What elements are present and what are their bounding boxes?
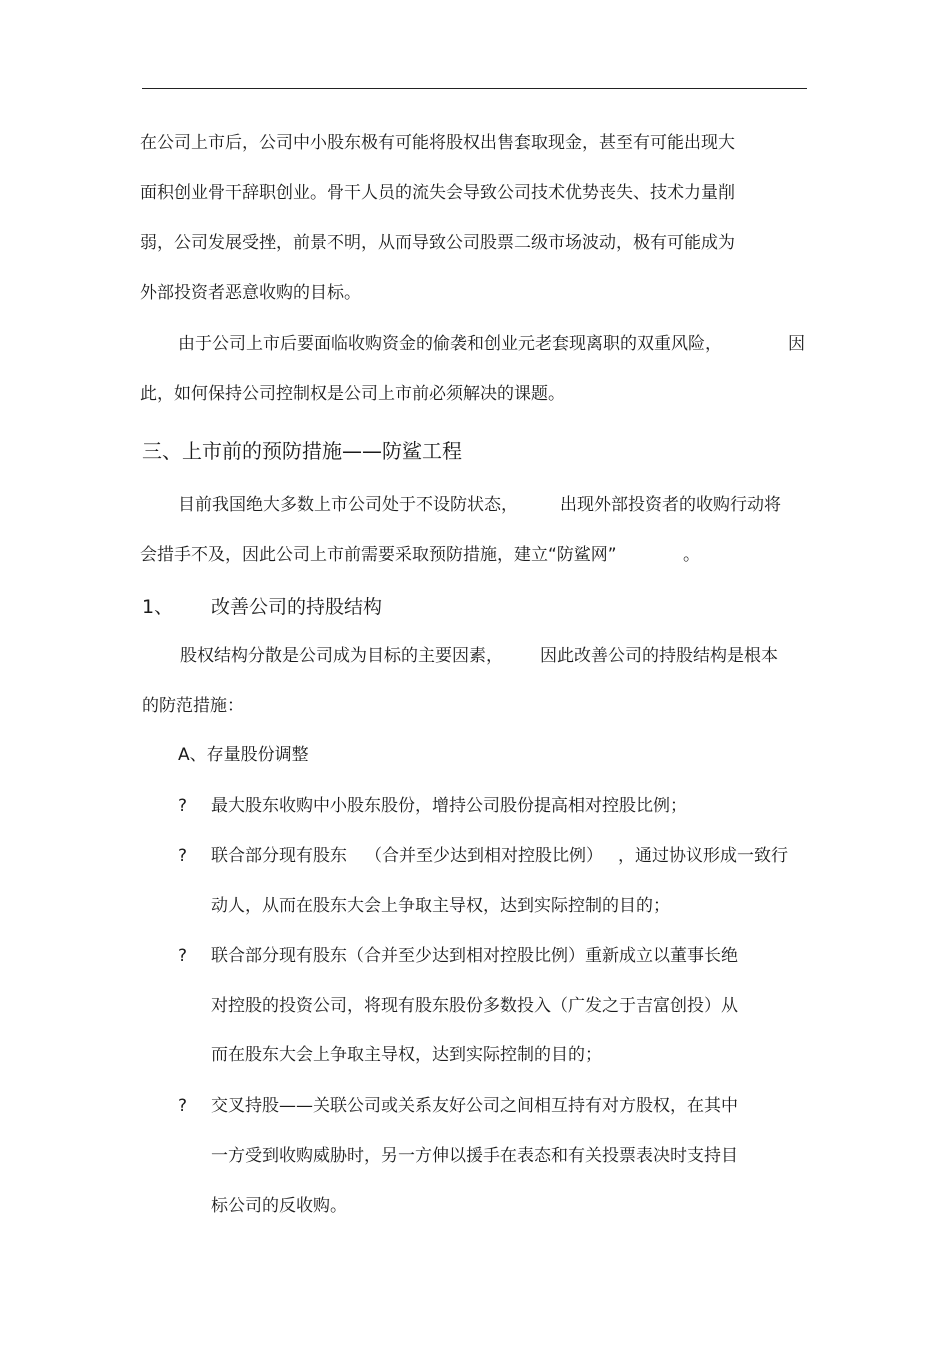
bullet-3-line-1: 联合部分现有股东（合并至少达到相对控股比例）重新成立以董事长绝 bbox=[211, 946, 738, 966]
paragraph-2-line-1b: 因 bbox=[788, 334, 805, 354]
paragraph-2-line-1a: 由于公司上市后要面临收购资金的偷袭和创业元老套现离职的双重风险， bbox=[178, 334, 722, 354]
paragraph-1-line-3: 弱，公司发展受挫，前景不明，从而导致公司股票二级市场波动，极有可能成为 bbox=[140, 233, 735, 253]
subheading-1-number: 1、 bbox=[142, 596, 174, 618]
subheading-a: A、存量股份调整 bbox=[178, 745, 309, 765]
subheading-1-title: 改善公司的持股结构 bbox=[211, 596, 383, 618]
paragraph-4-line-1a: 股权结构分散是公司成为目标的主要因素， bbox=[180, 646, 503, 666]
paragraph-3-line-2b: 。 bbox=[683, 545, 700, 565]
paragraph-4-line-1b: 因此改善公司的持股结构是根本 bbox=[540, 646, 778, 666]
bullet-4-line-3: 标公司的反收购。 bbox=[211, 1196, 347, 1216]
header-rule bbox=[142, 88, 807, 89]
paragraph-1-line-2: 面积创业骨干辞职创业。骨干人员的流失会导致公司技术优势丧失、技术力量削 bbox=[140, 183, 735, 203]
bullet-1-line-1: 最大股东收购中小股东股份，增持公司股份提高相对控股比例； bbox=[211, 796, 687, 816]
bullet-2-line-1b: （合并至少达到相对控股比例） bbox=[365, 846, 603, 866]
section-3-heading: 三、上市前的预防措施——防鲨工程 bbox=[142, 439, 462, 463]
paragraph-1-line-4: 外部投资者恶意收购的目标。 bbox=[140, 283, 361, 303]
paragraph-1-line-1: 在公司上市后，公司中小股东极有可能将股权出售套取现金，甚至有可能出现大 bbox=[140, 133, 735, 153]
paragraph-2-line-2: 此，如何保持公司控制权是公司上市前必须解决的课题。 bbox=[140, 384, 565, 404]
bullet-marker: ? bbox=[178, 846, 188, 866]
bullet-3-line-3: 而在股东大会上争取主导权，达到实际控制的目的； bbox=[211, 1045, 602, 1065]
bullet-4-line-1: 交叉持股——关联公司或关系友好公司之间相互持有对方股权，在其中 bbox=[211, 1096, 738, 1116]
bullet-2-line-2: 动人，从而在股东大会上争取主导权，达到实际控制的目的； bbox=[211, 896, 670, 916]
bullet-marker: ? bbox=[178, 796, 188, 816]
paragraph-3-line-1b: 出现外部投资者的收购行动将 bbox=[560, 495, 781, 515]
bullet-3-line-2: 对控股的投资公司，将现有股东股份多数投入（广发之于吉富创投）从 bbox=[211, 996, 738, 1016]
bullet-marker: ? bbox=[178, 946, 188, 966]
bullet-marker: ? bbox=[178, 1096, 188, 1116]
paragraph-3-line-2a: 会措手不及，因此公司上市前需要采取预防措施，建立“防鲨网” bbox=[140, 545, 617, 565]
bullet-2-line-1c: ，通过协议形成一致行 bbox=[618, 846, 788, 866]
paragraph-4-line-2: 的防范措施： bbox=[142, 696, 244, 716]
bullet-2-line-1a: 联合部分现有股东 bbox=[211, 846, 347, 866]
paragraph-3-line-1a: 目前我国绝大多数上市公司处于不设防状态， bbox=[178, 495, 518, 515]
bullet-4-line-2: 一方受到收购威胁时，另一方伸以援手在表态和有关投票表决时支持目 bbox=[211, 1146, 738, 1166]
